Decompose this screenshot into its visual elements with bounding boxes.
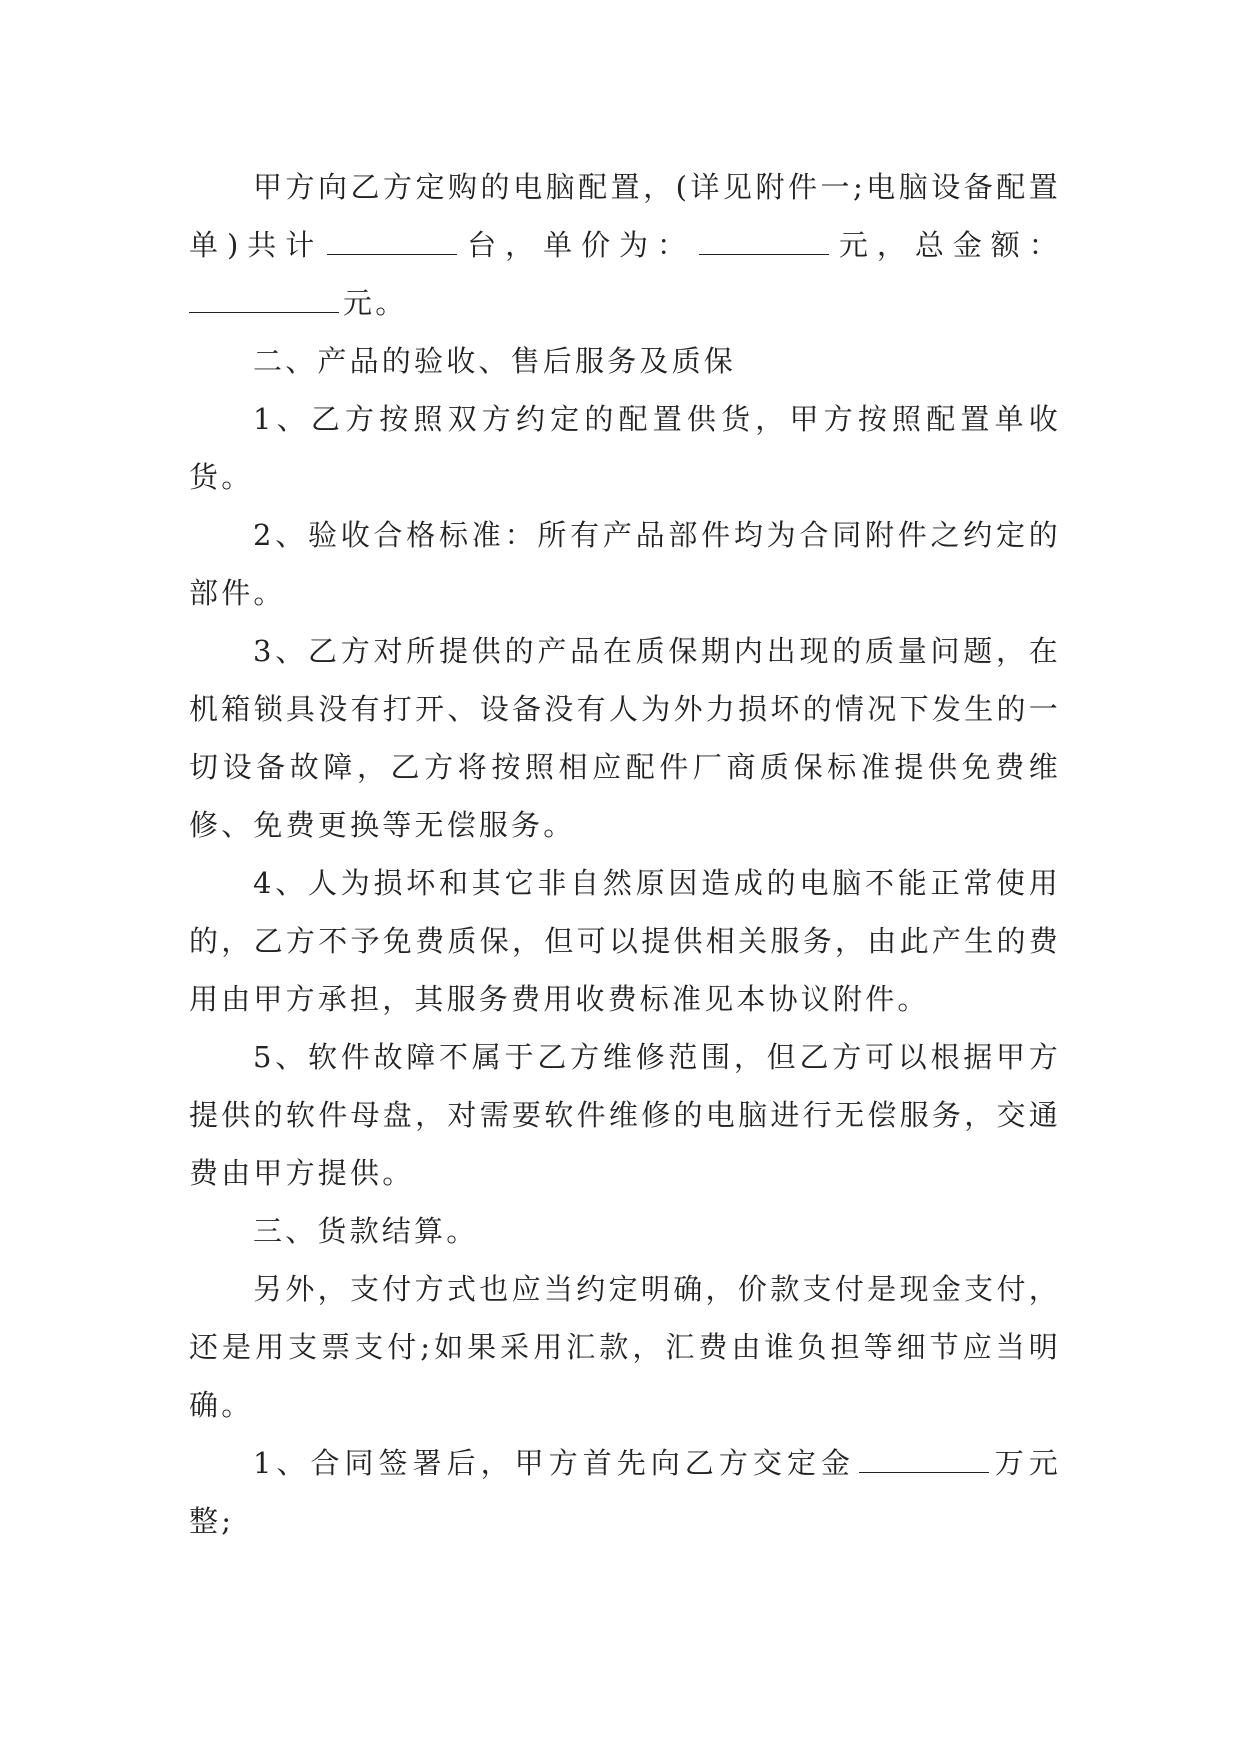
acceptance-item-5: 5、软件故障不属于乙方维修范围，但乙方可以根据甲方提供的软件母盘，对需要软件维修的电脑进行无偿服务，交通费由甲方提供。 xyxy=(189,1040,1061,1190)
deposit-text-2: 万元整; xyxy=(189,1446,1061,1538)
acceptance-item-3: 3、乙方对所提供的产品在质保期内出现的质量问题，在机箱锁具没有打开、设备没有人为外力损坏的情况下发生的一切设备故障，乙方将按照相应配件厂商质保标准提供免费维修、免费更换等无偿服务。 xyxy=(189,634,1061,842)
order-paragraph xyxy=(189,158,1061,332)
unit-price-blank xyxy=(699,222,829,255)
order-text-3: 元，总金额： xyxy=(833,228,1062,262)
acceptance-item-4: 4、人为损坏和其它非自然原因造成的电脑不能正常使用的，乙方不予免费质保，但可以提供相关服务，由此产生的费用由甲方承担，其服务费用收费标准见本协议附件。 xyxy=(189,866,1061,1016)
order-text-1: 甲方向乙方定购的电脑配置，(详见附件一;电脑设备配置单)共计 xyxy=(189,170,1061,262)
payment-item-1 xyxy=(189,1434,1061,1550)
acceptance-item-2: 2、验收合格标准：所有产品部件均为合同附件之约定的部件。 xyxy=(189,518,1061,610)
order-text-2: 台，单价为： xyxy=(461,228,696,262)
deposit-amount-blank xyxy=(859,1440,989,1473)
acceptance-item-1: 1、乙方按照双方约定的配置供货，甲方按照配置单收货。 xyxy=(189,402,1061,494)
quantity-blank xyxy=(327,222,457,255)
section-heading-payment: 三、货款结算。 xyxy=(253,1214,479,1248)
document-body xyxy=(189,158,1061,1550)
section-heading-acceptance: 二、产品的验收、售后服务及质保 xyxy=(253,344,737,378)
total-amount-blank xyxy=(189,280,339,313)
deposit-text-1: 1、合同签署后，甲方首先向乙方交定金 xyxy=(253,1446,855,1480)
payment-note: 另外，支付方式也应当约定明确，价款支付是现金支付，还是用支票支付;如果采用汇款，汇费由谁负担等细节应当明确。 xyxy=(189,1272,1061,1422)
order-text-4: 元。 xyxy=(343,286,408,320)
